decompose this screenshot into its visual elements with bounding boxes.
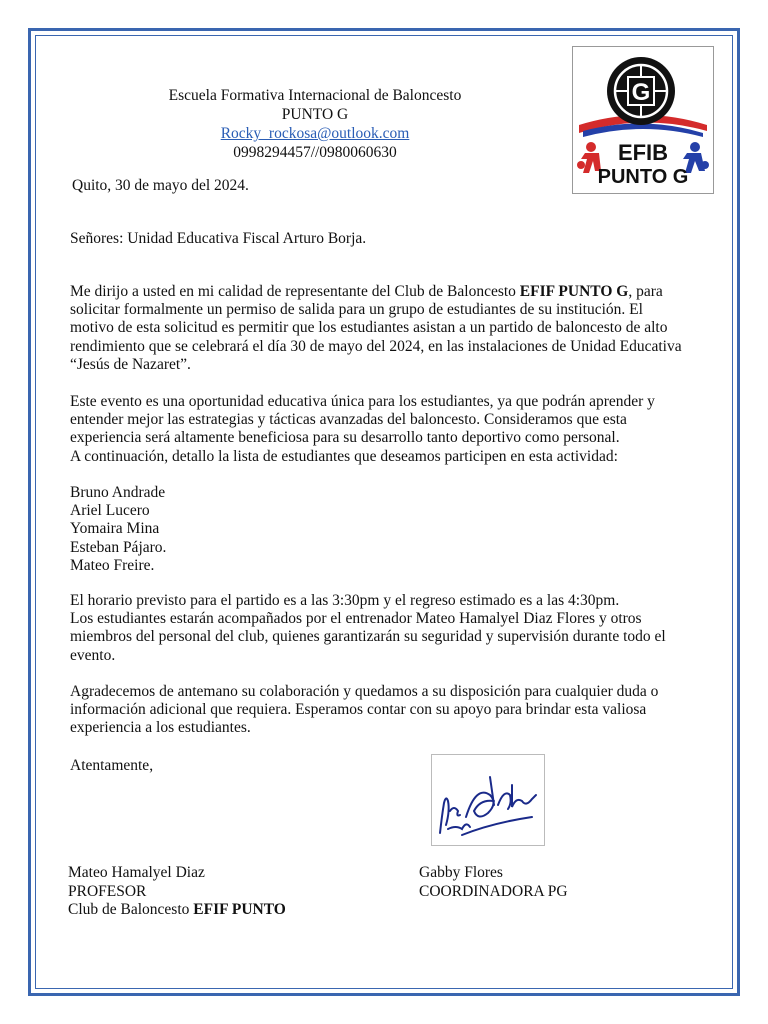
school-subname: PUNTO G bbox=[281, 106, 349, 123]
basketball-logo-icon bbox=[573, 47, 713, 193]
phone-numbers: 0998294457//0980060630 bbox=[233, 144, 397, 161]
signatory-title: COORDINADORA PG bbox=[419, 882, 568, 900]
letter-date: Quito, 30 de mayo del 2024. bbox=[72, 177, 249, 194]
signatory-left bbox=[68, 864, 286, 920]
paragraph-schedule: El horario previsto para el partido es a las 3:30pm y el regreso estimado es a las 4:30pm. Los estudiantes estarán acompañados por el entrenador Mateo Hamalyel Diaz Flores y otros miembros del personal del club, quienes garantizarán su seguridad y supervisión durante todo el evento. bbox=[70, 592, 666, 664]
club-logo bbox=[572, 46, 714, 194]
signatory-name: Mateo Hamalyel Diaz bbox=[68, 864, 205, 881]
list-item: Mateo Freire. bbox=[70, 556, 155, 574]
svg-text:PUNTO G: PUNTO G bbox=[597, 166, 689, 188]
signature-image bbox=[431, 754, 545, 846]
student-list bbox=[70, 484, 166, 575]
closing: Atentamente, bbox=[70, 757, 154, 774]
letterhead bbox=[150, 86, 480, 162]
paragraph-request: Me dirijo a usted en mi calidad de representante del Club de Baloncesto EFIF PUNTO G, para solicitar formalmente un permiso de salida para un grupo de estudiantes de su institución. El motivo de esta solicitud es permitir que los estudiantes asistan a un partido de baloncesto de alto rendimiento que se celebrará el día 30 de mayo del 2024, en las instalaciones de Unidad Educativa “Jesús de Nazaret”. bbox=[70, 283, 682, 373]
svg-text:G: G bbox=[631, 79, 651, 106]
svg-text:EFIB: EFIB bbox=[617, 140, 669, 165]
recipient: Señores: Unidad Educativa Fiscal Arturo Borja. bbox=[70, 230, 367, 247]
school-name: Escuela Formativa Internacional de Baloncesto bbox=[168, 87, 462, 104]
signatory-name: Gabby Flores bbox=[419, 864, 503, 881]
signatory-org: Club de Baloncesto EFIF PUNTO bbox=[68, 901, 286, 918]
signatory-right bbox=[419, 864, 568, 901]
list-item: Yomaira Mina bbox=[70, 520, 160, 538]
club-name: EFIF PUNTO G bbox=[519, 283, 629, 300]
list-item: Bruno Andrade bbox=[70, 484, 166, 501]
list-item: Ariel Lucero bbox=[70, 502, 150, 520]
signatory-title: PROFESOR bbox=[68, 882, 147, 900]
handwritten-signature-icon bbox=[432, 755, 544, 845]
list-item: Esteban Pájaro. bbox=[70, 538, 167, 556]
email-link[interactable]: Rocky_rockosa@outlook.com bbox=[220, 125, 410, 142]
paragraph-thanks: Agradecemos de antemano su colaboración y quedamos a su disposición para cualquier duda o información adicional que requiera. Esperamos contar con su apoyo para brindar esta valiosa experiencia a los estudiantes. bbox=[70, 683, 659, 737]
paragraph-event: Este evento es una oportunidad educativa única para los estudiantes, ya que podrán aprender y entender mejor las estrategias y tácticas avanzadas del baloncesto. Consideramos que esta experiencia será altamente beneficiosa para su desarrollo tanto deportivo como personal. A continuación, detallo la lista de estudiantes que deseamos participen en esta actividad: bbox=[70, 393, 655, 465]
